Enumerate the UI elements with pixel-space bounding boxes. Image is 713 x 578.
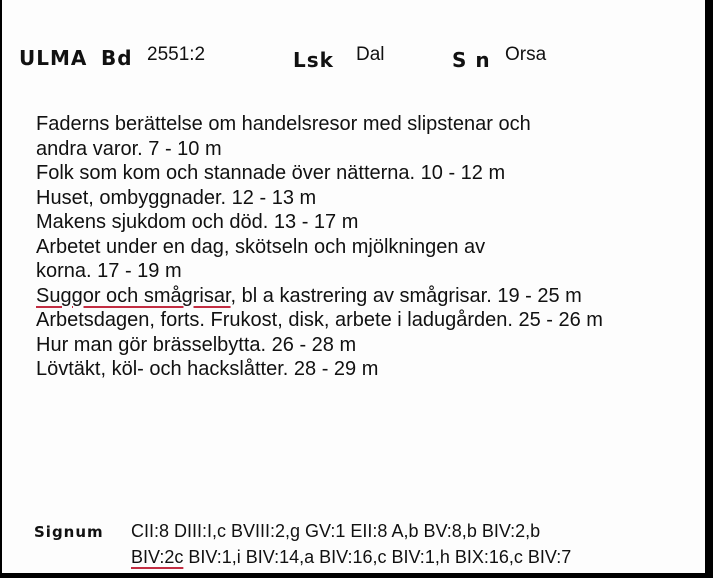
signum-codes	[131, 518, 571, 570]
content-line: Arbetet under en dag, skötseln och mjölkningen av	[36, 235, 486, 258]
archive-card	[2, 0, 705, 573]
content-line: andra varor. 7 - 10 m	[36, 137, 222, 160]
content-line: Makens sjukdom och död. 13 - 17 m	[36, 211, 359, 233]
card-header	[19, 42, 689, 76]
lsk-value: Dal	[356, 44, 385, 65]
underlined-code: BIV:2c	[131, 547, 184, 567]
content-line: korna. 17 - 19 m	[36, 260, 182, 282]
signum-line-2	[131, 544, 571, 570]
signum-label: Signum	[34, 523, 104, 541]
content-line: Huset, ombyggnader. 12 - 13 m	[36, 186, 317, 209]
sn-value: Orsa	[505, 44, 547, 65]
topic-continuation: , bl a kastrering av smågrisar. 19 - 25 m	[230, 284, 582, 307]
ulma-label: ULMA	[19, 46, 88, 70]
underlined-topic: Suggor och smågrisar	[36, 284, 231, 307]
content-line: Arbetsdagen, forts. Frukost, disk, arbete i ladugården. 25 - 26 m	[36, 309, 603, 331]
content-line: Lövtäkt, köl- och hackslåtter. 28 - 29 m	[36, 358, 379, 380]
bd-value: 2551:2	[147, 44, 206, 65]
content-line: Hur man gör brässelbytta. 26 - 28 m	[36, 333, 357, 356]
signum-line-1: CII:8 DIII:I,c BVIII:2,g GV:1 EII:8 A,b BV:8,b BIV:2,b	[131, 521, 541, 541]
content-list	[36, 112, 701, 382]
signum-line-2-rest: BIV:1,i BIV:14,a BIV:16,c BIV:1,h BIX:16,c BIV:7	[183, 547, 572, 567]
sn-label: S n	[452, 48, 491, 72]
bd-label: Bd	[101, 46, 133, 70]
content-line: Faderns berättelse om handelsresor med slipstenar och	[36, 113, 531, 135]
lsk-label: Lsk	[293, 48, 334, 72]
content-line: Folk som kom och stannade över nätterna. 10 - 12 m	[36, 162, 506, 184]
content-line-highlighted	[36, 284, 701, 309]
